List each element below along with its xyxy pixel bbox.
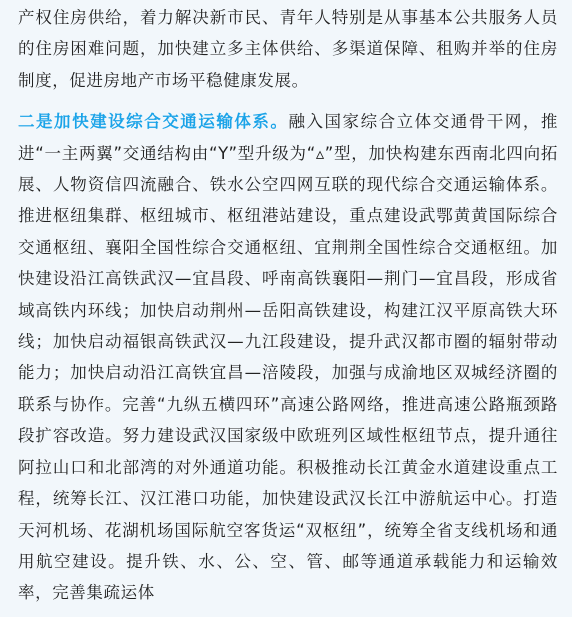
section-heading-transport: 二是加快建设综合交通运输体系。 <box>18 112 289 132</box>
article-paragraph-housing: 产权住房供给，着力解决新市民、青年人特别是从事基本公共服务人员的住房困难问题，加快建立多主体供给、多渠道保障、租购并举的住房制度，促进房地产市场平稳健康发展。 <box>18 8 558 90</box>
section-body-transport: 融入国家综合立体交通骨干网，推进“一主两翼”交通结构由“Y”型升级为“▵”型，加快构建东西南北四向拓展、人物资信四流融合、铁水公空四网互联的现代综合交通运输体系。推进枢纽集群、枢纽城市、枢纽港站建设，重点建设武鄂黄黄国际综合交通枢纽、襄阳全国性综合交通枢纽、宜荆荆全国性综合交通枢纽。加快建设沿江高铁武汉—宜昌段、呼南高铁襄阳—荆门—宜昌段，形成省域高铁内环线；加快启动荆州—岳阳高铁建设，构建江汉平原高铁大环线；加快启动福银高铁武汉—九江段建设，提升武汉都市圈的辐射带动能力；加快启动沿江高铁宜昌—涪陵段，加强与成渝地区双城经济圈的联系与协作。完善“九纵五横四环”高速公路网络，推进高速公路瓶颈路段扩容改造。努力建设武汉国家级中欧班列区域性枢纽节点，提升通往阿拉山口和北部湾的对外通道功能。积极推动长江黄金水道建设重点工程，统筹长江、汉江港口功能，加快建设武汉长江中游航运中心。打造天河机场、花湖机场国际航空客货运“双枢纽”，统筹全省支线机场和通用航空建设。提升铁、水、公、空、管、邮等通道承载能力和运输效率，完善集疏运体 <box>18 112 559 603</box>
article-paragraph-transport <box>18 106 558 609</box>
